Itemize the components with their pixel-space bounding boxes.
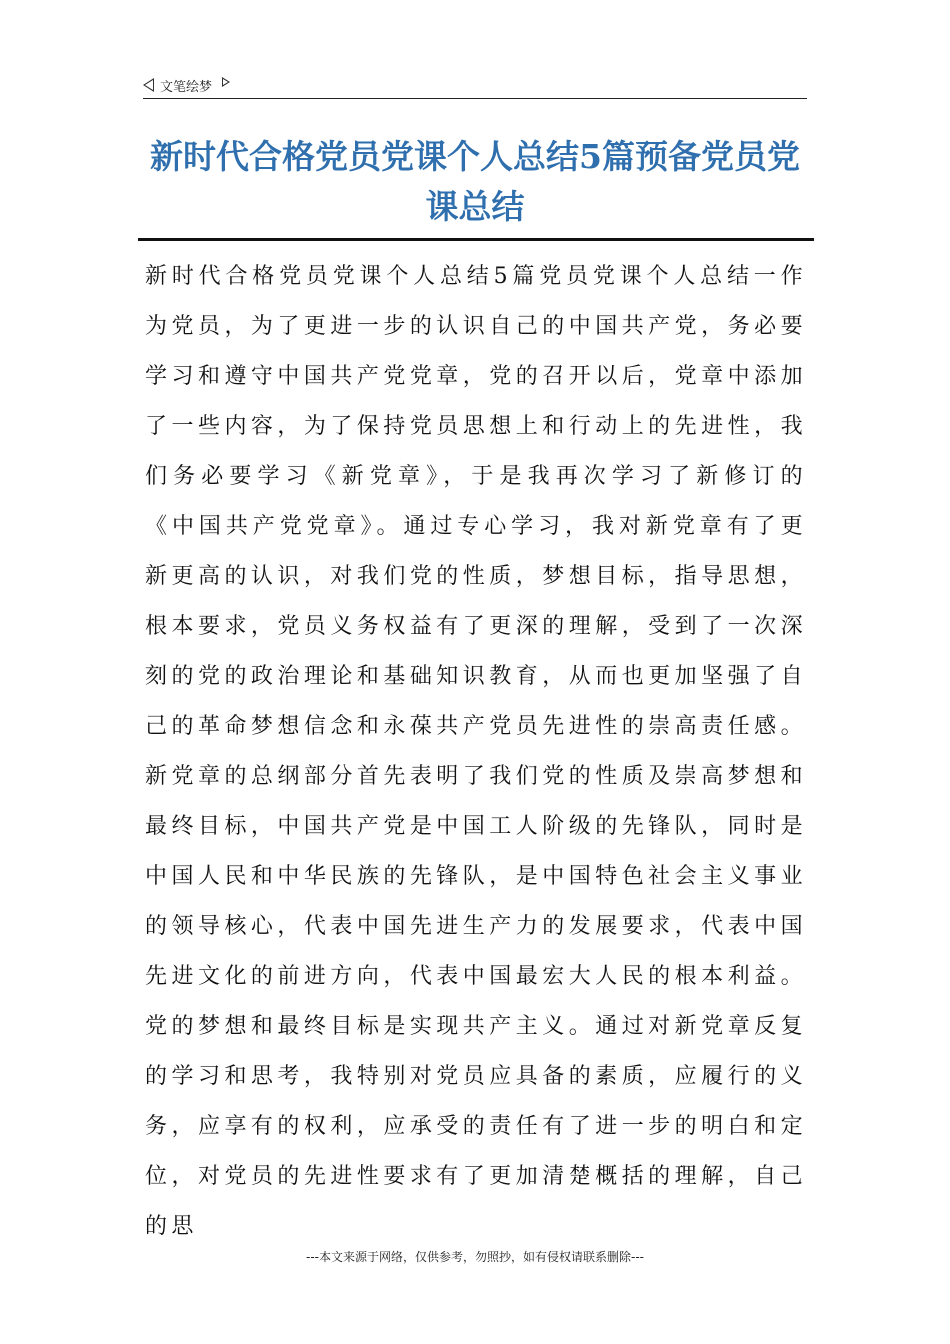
- brand-name: 文笔绘梦: [160, 79, 213, 95]
- triangle-right-icon: [222, 77, 230, 87]
- title-divider: [138, 238, 814, 241]
- header-divider: [143, 98, 807, 99]
- document-title: 新时代合格党员党课个人总结5篇预备党员党课总结: [150, 137, 800, 226]
- footer-notice: ---本文来源于网络，仅供参考，勿照抄，如有侵权请联系删除---: [306, 1250, 644, 1264]
- page-header: [143, 72, 230, 98]
- document-body: 新时代合格党员党课个人总结5篇党员党课个人总结一作为党员，为了更进一步的认识自己的中国共产党，务必要学习和遵守中国共产党党章，党的召开以后，党章中添加了一些内容，为了保持党员思想上和行动上的先进性，我们务必要学习《新党章》，于是我再次学习了新修订的《中国共产党党章》。通过专心学习，我对新党章有了更新更高的认识，对我们党的性质，梦想目标，指导思想，根本要求，党员义务权益有了更深的理解，受到了一次深刻的党的政治理论和基础知识教育，从而也更加坚强了自己的革命梦想信念和永葆共产党员先进性的崇高责任感。新党章的总纲部分首先表明了我们党的性质及崇高梦想和最终目标，中国共产党是中国工人阶级的先锋队，同时是中国人民和中华民族的先锋队，是中国特色社会主义事业的领导核心，代表中国先进生产力的发展要求，代表中国先进文化的前进方向，代表中国最宏大人民的根本利益。党的梦想和最终目标是实现共产主义。通过对新党章反复的学习和思考，我特别对党员应具备的素质，应履行的义务，应享有的权利，应承受的责任有了进一步的明白和定位，对党员的先进性要求有了更加清楚概括的理解，自己的思: [145, 264, 807, 1239]
- triangle-left-icon: [143, 78, 154, 92]
